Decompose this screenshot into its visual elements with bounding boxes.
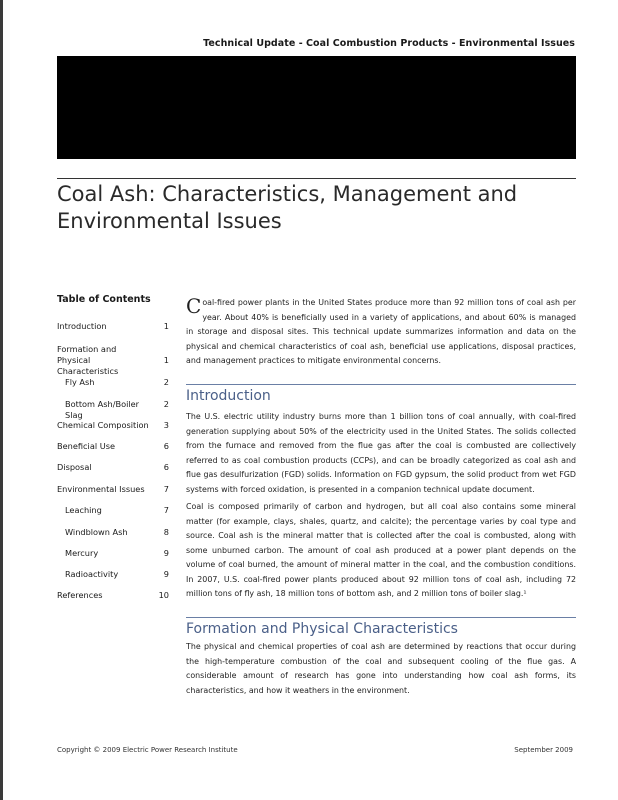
- toc-item-label: Beneficial Use: [57, 441, 116, 451]
- toc-item-label: Bottom Ash/Boiler Slag: [65, 399, 140, 420]
- toc-item-page: 1: [163, 321, 169, 331]
- toc-item-page: 3: [163, 420, 169, 430]
- toc-item-label: Fly Ash: [65, 377, 95, 387]
- introduction-paragraph-2: Coal is composed primarily of carbon and hydrogen, but all coal also contains some mineral matter (for example, clays, shales, quartz, and calcite); the percentage varies by coal type and source. Coal ash is the mineral matter that is collected after the coal is combusted, along with some unburned carbon. The amount of coal ash produced at a power plant depends on the volume of coal burned, the amount of mineral matter in the coal, and the combustion conditions. In 2007, U.S. coal-fired power plants produced about 92 million tons of coal ash, including 72 million tons of fly ash, 18 million tons of bottom ash, and 2 million tons of boiler slag.¹: [186, 502, 576, 598]
- document-title: Coal Ash: Characteristics, Management and Environmental Issues: [57, 182, 518, 233]
- toc-item-page: 2: [163, 399, 169, 409]
- toc-item-label: Windblown Ash: [65, 527, 128, 537]
- toc-item-page: 9: [163, 548, 169, 558]
- toc-item-disposal[interactable]: [57, 462, 169, 473]
- toc-item-bottom-ash[interactable]: [65, 399, 169, 421]
- toc-heading: Table of Contents: [57, 294, 151, 305]
- toc-item-chemical-composition[interactable]: [57, 420, 169, 431]
- toc-item-environmental-issues[interactable]: [57, 484, 169, 495]
- toc-item-page: 2: [163, 377, 169, 387]
- section-divider: [186, 617, 576, 618]
- toc-item-beneficial-use[interactable]: [57, 441, 169, 452]
- toc-item-windblown-ash[interactable]: [65, 527, 169, 538]
- toc-item-label: Disposal: [57, 462, 92, 472]
- toc-item-label: Introduction: [57, 321, 107, 331]
- page-edge-shadow: [0, 0, 3, 800]
- toc-item-introduction[interactable]: [57, 321, 169, 332]
- section-heading-formation: Formation and Physical Characteristics: [186, 621, 458, 637]
- toc-item-formation[interactable]: [57, 344, 169, 377]
- section-heading-introduction: Introduction: [186, 388, 271, 404]
- toc-item-label: Chemical Composition: [57, 420, 149, 430]
- toc-item-page: 10: [158, 590, 169, 600]
- intro-paragraph: [186, 296, 576, 369]
- toc-item-page: 6: [163, 462, 169, 472]
- intro-text: oal-fired power plants in the United States produce more than 92 million tons of coal ash per year. About 40% is beneficially used in a variety of applications, and about 60% is managed in storage and disposal sites. This technical update summarizes information and data on the physical and chemical characteristics of coal ash, beneficial use applications, disposal practices, and management practices to mitigate environmental concerns.: [186, 298, 576, 365]
- running-header: Technical Update - Coal Combustion Products - Environmental Issues: [203, 38, 575, 49]
- toc-item-fly-ash[interactable]: [65, 377, 169, 388]
- toc-item-page: 8: [163, 527, 169, 537]
- toc-item-mercury[interactable]: [65, 548, 169, 559]
- toc-item-page: 7: [163, 505, 169, 515]
- toc-item-page: 9: [163, 569, 169, 579]
- toc-item-label: Leaching: [65, 505, 102, 515]
- footer-date: September 2009: [514, 746, 573, 754]
- toc-item-leaching[interactable]: [65, 505, 169, 516]
- toc-item-radioactivity[interactable]: [65, 569, 169, 580]
- introduction-paragraph-1: The U.S. electric utility industry burns more than 1 billion tons of coal annually, with coal-fired generation supplying about 50% of the electricity used in the United States. The solids collected from the furnace and removed from the flue gas after the coal is combusted are collectively referred to as coal combustion products (CCPs), and can be broadly categorized as coal ash and flue gas desulfurization (FGD) solids. Information on FGD gypsum, the solid product from wet FGD systems with forced oxidation, is presented in a companion technical update document.: [186, 412, 576, 494]
- section-divider: [186, 384, 576, 385]
- toc-item-label: Environmental Issues: [57, 484, 145, 494]
- toc-item-page: 6: [163, 441, 169, 451]
- formation-paragraph-1: The physical and chemical properties of coal ash are determined by reactions that occur during the high-temperature combustion of the coal and subsequent cooling of the flue gas. A considerable amount of research has gone into understanding how coal ash forms, its characteristics, and how it weathers in the environment.: [186, 642, 576, 695]
- toc-item-label: Formation and Physical Characteristics: [57, 344, 119, 376]
- header-banner-image: [57, 56, 576, 159]
- toc-item-page: 1: [163, 355, 169, 365]
- title-divider: [57, 178, 576, 179]
- toc-item-page: 7: [163, 484, 169, 494]
- footer-copyright: Copyright © 2009 Electric Power Research Institute: [57, 746, 238, 754]
- toc-item-label: Radioactivity: [65, 569, 119, 579]
- toc-item-label: Mercury: [65, 548, 99, 558]
- toc-item-references[interactable]: [57, 590, 169, 601]
- toc-item-label: References: [57, 590, 103, 600]
- drop-cap: C: [186, 294, 202, 318]
